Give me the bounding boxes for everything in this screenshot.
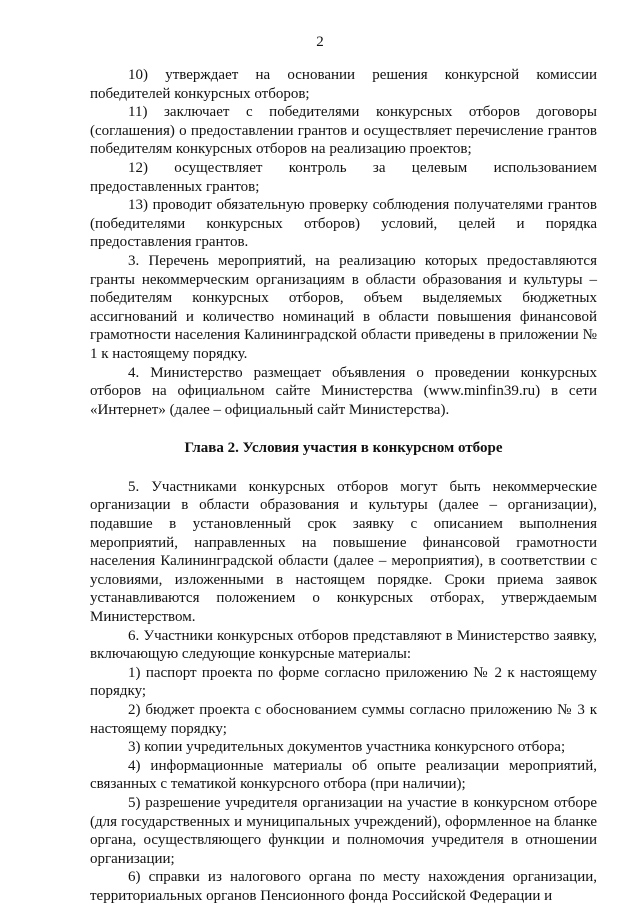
paragraph-material-6: 6) справки из налогового органа по месту нахождения организации, территориальных органов Пенсионного фонда Российской Федерации и (90, 869, 597, 904)
paragraph-material-4: 4) информационные материалы об опыте реализации мероприятий, связанных с тематикой конкурсного отбора (при наличии); (90, 757, 597, 793)
page-number: 2 (316, 34, 324, 50)
paragraph-clause-5: 5. Участниками конкурсных отборов могут быть некоммерческие организации в области образования и культуры (далее – организации), подавшие в установленный срок заявку с описанием выполнения мероприятий, направленных на повышение финансовой грамотности населения Калининградской области (далее – мероприятия), в соответствии с условиями, изложенными в настоящем порядке. Сроки приема заявок устанавливаются положением о конкурсных отборах, утверждаемым Министерством. (90, 478, 597, 626)
document-body (90, 66, 597, 906)
paragraph-clause-3: 3. Перечень мероприятий, на реализацию которых предоставляются гранты некоммерческим организациям в области образования и культуры – победителям конкурсных отборов, объем выделяемых бюджетных ассигнований и количество номинаций в области повышения финансовой грамотности населения Калининградской области приведены в приложении № 1 к настоящему порядку. (90, 252, 597, 362)
paragraph-material-2: 2) бюджет проекта с обоснованием суммы согласно приложению № 3 к настоящему порядку; (90, 702, 597, 737)
paragraph-material-3: 3) копии учредительных документов участника конкурсного отбора; (128, 739, 566, 756)
paragraph-clause-4: 4. Министерство размещает объявления о проведении конкурсных отборов на официальном сайте Министерства (www.minfin39.ru) в сети «Интернет» (далее – официальный сайт Министерства). (90, 364, 597, 418)
paragraph-item-11: 11) заключает с победителями конкурсных отборов договоры (соглашения) о предоставлении грантов и осуществляет перечисление грантов победителям конкурсных отборов на реализацию проектов; (90, 104, 597, 158)
paragraph-item-13: 13) проводит обязательную проверку соблюдения получателями грантов (победителями конкурсных отборов) условий, целей и порядка предоставления грантов. (90, 197, 597, 251)
paragraph-item-12: 12) осуществляет контроль за целевым использованием предоставленных грантов; (90, 159, 597, 195)
paragraph-material-5: 5) разрешение учредителя организации на участие в конкурсном отборе (для государственных и муниципальных учреждений), оформленное на бланке органа, осуществляющего функции и полномочия учредителя в отношении организации; (90, 794, 597, 867)
chapter-title: Глава 2. Условия участия в конкурсном отборе (184, 440, 503, 457)
paragraph-clause-6: 6. Участники конкурсных отборов представляют в Министерство заявку, включающую следующие конкурсные материалы: (90, 627, 597, 663)
paragraph-item-10: 10) утверждает на основании решения конкурсной комиссии победителей конкурсных отборов; (90, 67, 597, 102)
paragraph-material-1: 1) паспорт проекта по форме согласно приложению № 2 к настоящему порядку; (90, 664, 597, 700)
